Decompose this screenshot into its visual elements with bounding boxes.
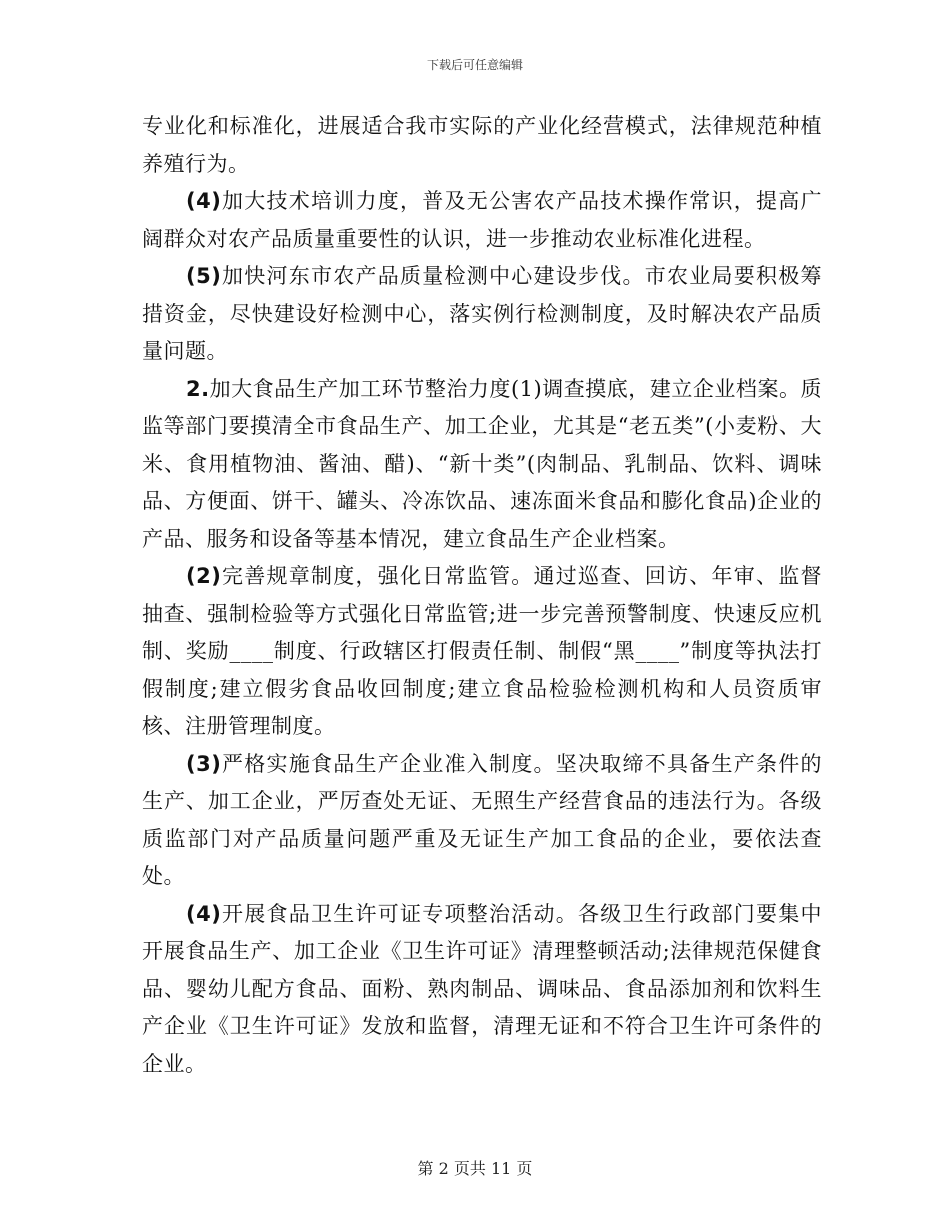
paragraph-4-text: 加大食品生产加工环节整治力度(1)调查摸底，建立企业档案。质监等部门要摸清全市食品生产、加工企业，尤其是“老五类”(小麦粉、大米、食用植物油、酱油、醋)、“新十类”(肉制品、乳制品、饮料、调味品、方便面、饼干、罐头、冷冻饮品、速冻面米食品和膨化食品)企业的产品、服务和设备等基本情况，建立食品生产企业档案。 <box>142 376 822 551</box>
paragraph-1 <box>142 108 822 183</box>
paragraph-2-text: 加大技术培训力度，普及无公害农产品技术操作常识，提高广阔群众对农产品质量重要性的认识，进一步推动农业标准化进程。 <box>142 189 822 251</box>
paragraph-7-text: 开展食品卫生许可证专项整治活动。各级卫生行政部门要集中开展食品生产、加工企业《卫生许可证》清理整顿活动;法律规范保健食品、婴幼儿配方食品、面粉、熟肉制品、调味品、食品添加剂和饮料生产企业《卫生许可证》发放和监督，清理无证和不符合卫生许可条件的企业。 <box>142 901 822 1076</box>
paragraph-2-number: (4) <box>186 189 222 213</box>
paragraph-1-text: 专业化和标准化，进展适合我市实际的产业化经营模式，法律规范种植养殖行为。 <box>142 114 822 176</box>
document-body <box>142 108 822 1083</box>
paragraph-5 <box>142 558 822 746</box>
paragraph-7-number: (4) <box>186 901 222 926</box>
paragraph-3-number: (5) <box>186 264 222 288</box>
paragraph-3-text: 加快河东市农产品质量检测中心建设步伐。市农业局要积极筹措资金，尽快建设好检测中心，落实例行检测制度，及时解决农产品质量问题。 <box>142 264 822 363</box>
paragraph-3 <box>142 258 822 371</box>
paragraph-2 <box>142 183 822 258</box>
paragraph-4-number: 2. <box>186 376 210 401</box>
paragraph-6 <box>142 746 822 896</box>
paragraph-7 <box>142 896 822 1084</box>
paragraph-6-text: 严格实施食品生产企业准入制度。坚决取缔不具备生产条件的生产、加工企业，严厉查处无证、无照生产经营食品的违法行为。各级质监部门对产品质量问题严重及无证生产加工食品的企业，要依法查处。 <box>142 751 822 888</box>
paragraph-5-text: 完善规章制度，强化日常监管。通过巡查、回访、年审、监督抽查、强制检验等方式强化日常监管;进一步完善预警制度、快速反应机制、奖励____制度、行政辖区打假责任制、制假“黑____”制度等执法打假制度;建立假劣食品收回制度;建立食品检验检测机构和人员资质审核、注册管理制度。 <box>142 564 822 738</box>
paragraph-5-number: (2) <box>186 564 222 588</box>
page-footer: 第 2 页共 11 页 <box>417 1159 533 1178</box>
paragraph-4 <box>142 371 822 559</box>
page-header: 下载后可任意编辑 <box>426 58 523 72</box>
paragraph-6-number: (3) <box>186 751 222 776</box>
